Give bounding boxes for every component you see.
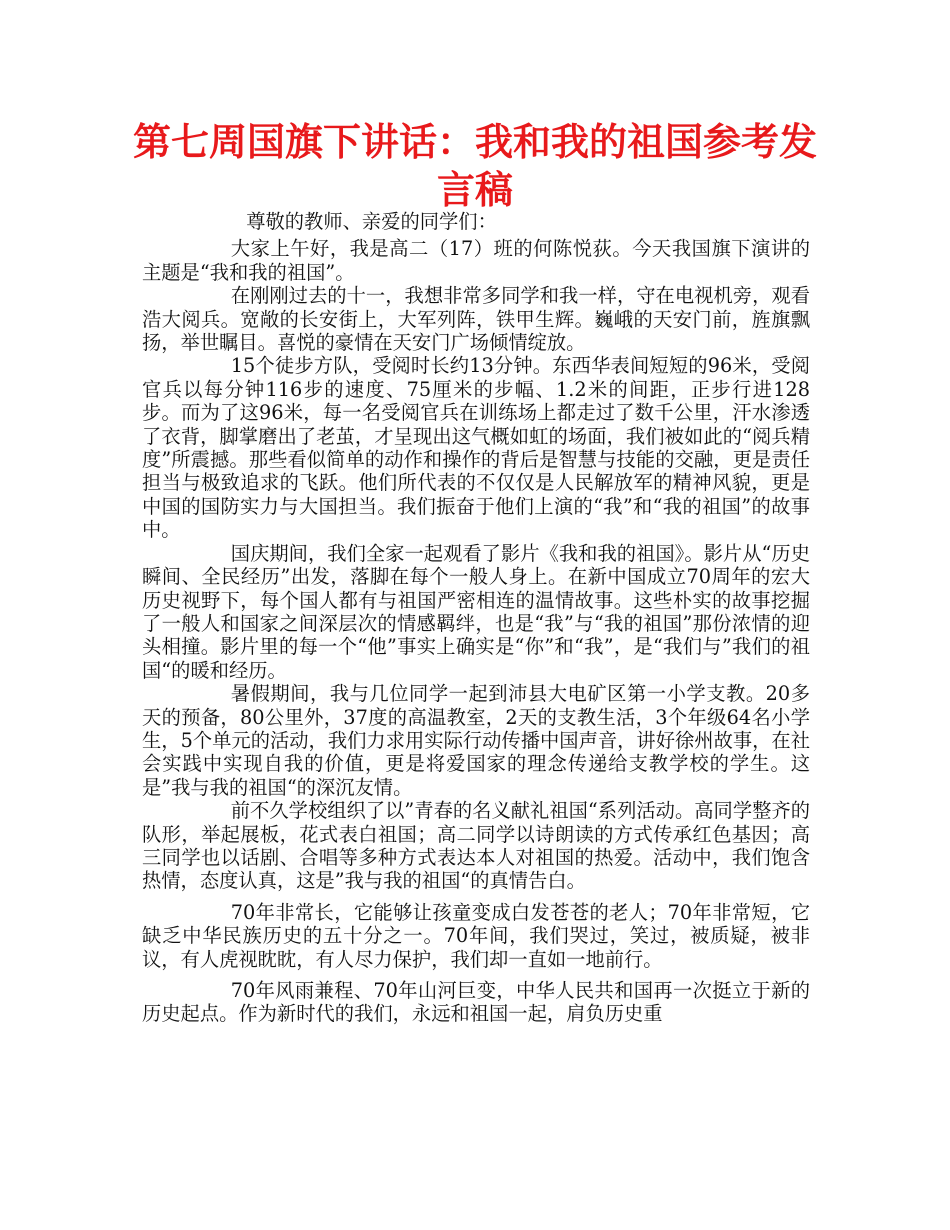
greeting: 尊敬的教师、亲爱的同学们：: [246, 210, 497, 233]
paragraph-3: 15个徒步方队，受阅时长约13分钟。东西华表间短短的96米，受阅官兵以每分钟116步的速度、75厘米的步幅、1.2米的间距，正步行进128步。而为了这96米，每一名受阅官兵在训练场上都走过了数千公里，汗水渗透了衣背，脚掌磨出了老茧，才呈现出这气概如虹的场面，我们被如此的“阅兵精度”所震撼。那些看似简单的动作和操作的背后是智慧与技能的交融，更是责任担当与极致追求的飞跃。他们所代表的不仅仅是人民解放军的精神风貌，更是中国的国防实力与大国担当。我们振奋于他们上演的“我”和“我的祖国”的故事中。: [142, 354, 810, 542]
paragraph-2: 在刚刚过去的十一，我想非常多同学和我一样，守在电视机旁，观看浩大阅兵。宽敞的长安街上，大军列阵，铁甲生辉。巍峨的天安门前，旌旗飘扬，举世瞩目。喜悦的豪情在天安门广场倾情绽放。: [142, 284, 810, 355]
document-body: [142, 210, 810, 1026]
paragraph-5: 暑假期间，我与几位同学一起到沛县大电矿区第一小学支教。20多天的预备，80公里外，37度的高温教室，2天的支教生活，3个年级64名小学生，5个单元的活动，我们力求用实际行动传播中国声音，讲好徐州故事，在社会实践中实现自我的价值，更是将爱国家的理念传递给支教学校的学生。这是”我与我的祖国“的深沉友情。: [142, 682, 810, 799]
paragraph-1: 大家上午好，我是高二（17）班的何陈悦荻。今天我国旗下演讲的主题是“我和我的祖国”。: [142, 237, 810, 284]
paragraph-7: 70年非常长，它能够让孩童变成白发苍苍的老人；70年非常短，它缺乏中华民族历史的五十分之一。70年间，我们哭过，笑过，被质疑，被非议，有人虎视眈眈，有人尽力保护，我们却一直如一地前行。: [142, 900, 810, 971]
paragraph-8: 70年风雨兼程、70年山河巨变，中华人民共和国再一次挺立于新的历史起点。作为新时代的我们，永远和祖国一起，肩负历史重: [142, 979, 810, 1026]
paragraph-6: 前不久学校组织了以”青春的名义献礼祖国“系列活动。高同学整齐的队形，举起展板，花式表白祖国；高二同学以诗朗读的方式传承红色基因；高三同学也以话剧、合唱等多种方式表达本人对祖国的热爱。活动中，我们饱含热情，态度认真，这是”我与我的祖国“的真情告白。: [142, 799, 810, 893]
document-title: 第七周国旗下讲话：我和我的祖国参考发言稿: [132, 120, 817, 212]
paragraph-4: 国庆期间，我们全家一起观看了影片《我和我的祖国》。影片从“历史瞬间、全民经历”出发，落脚在每个一般人身上。在新中国成立70周年的宏大历史视野下，每个国人都有与祖国严密相连的温情故事。这些朴实的故事挖掘了一般人和国家之间深层次的情感羁绊，也是“我”与“我的祖国”那份浓情的迎头相撞。影片里的每一个“他”事实上确实是“你”和“我”，是“我们与”我们的祖国“的暖和经历。: [142, 541, 810, 682]
